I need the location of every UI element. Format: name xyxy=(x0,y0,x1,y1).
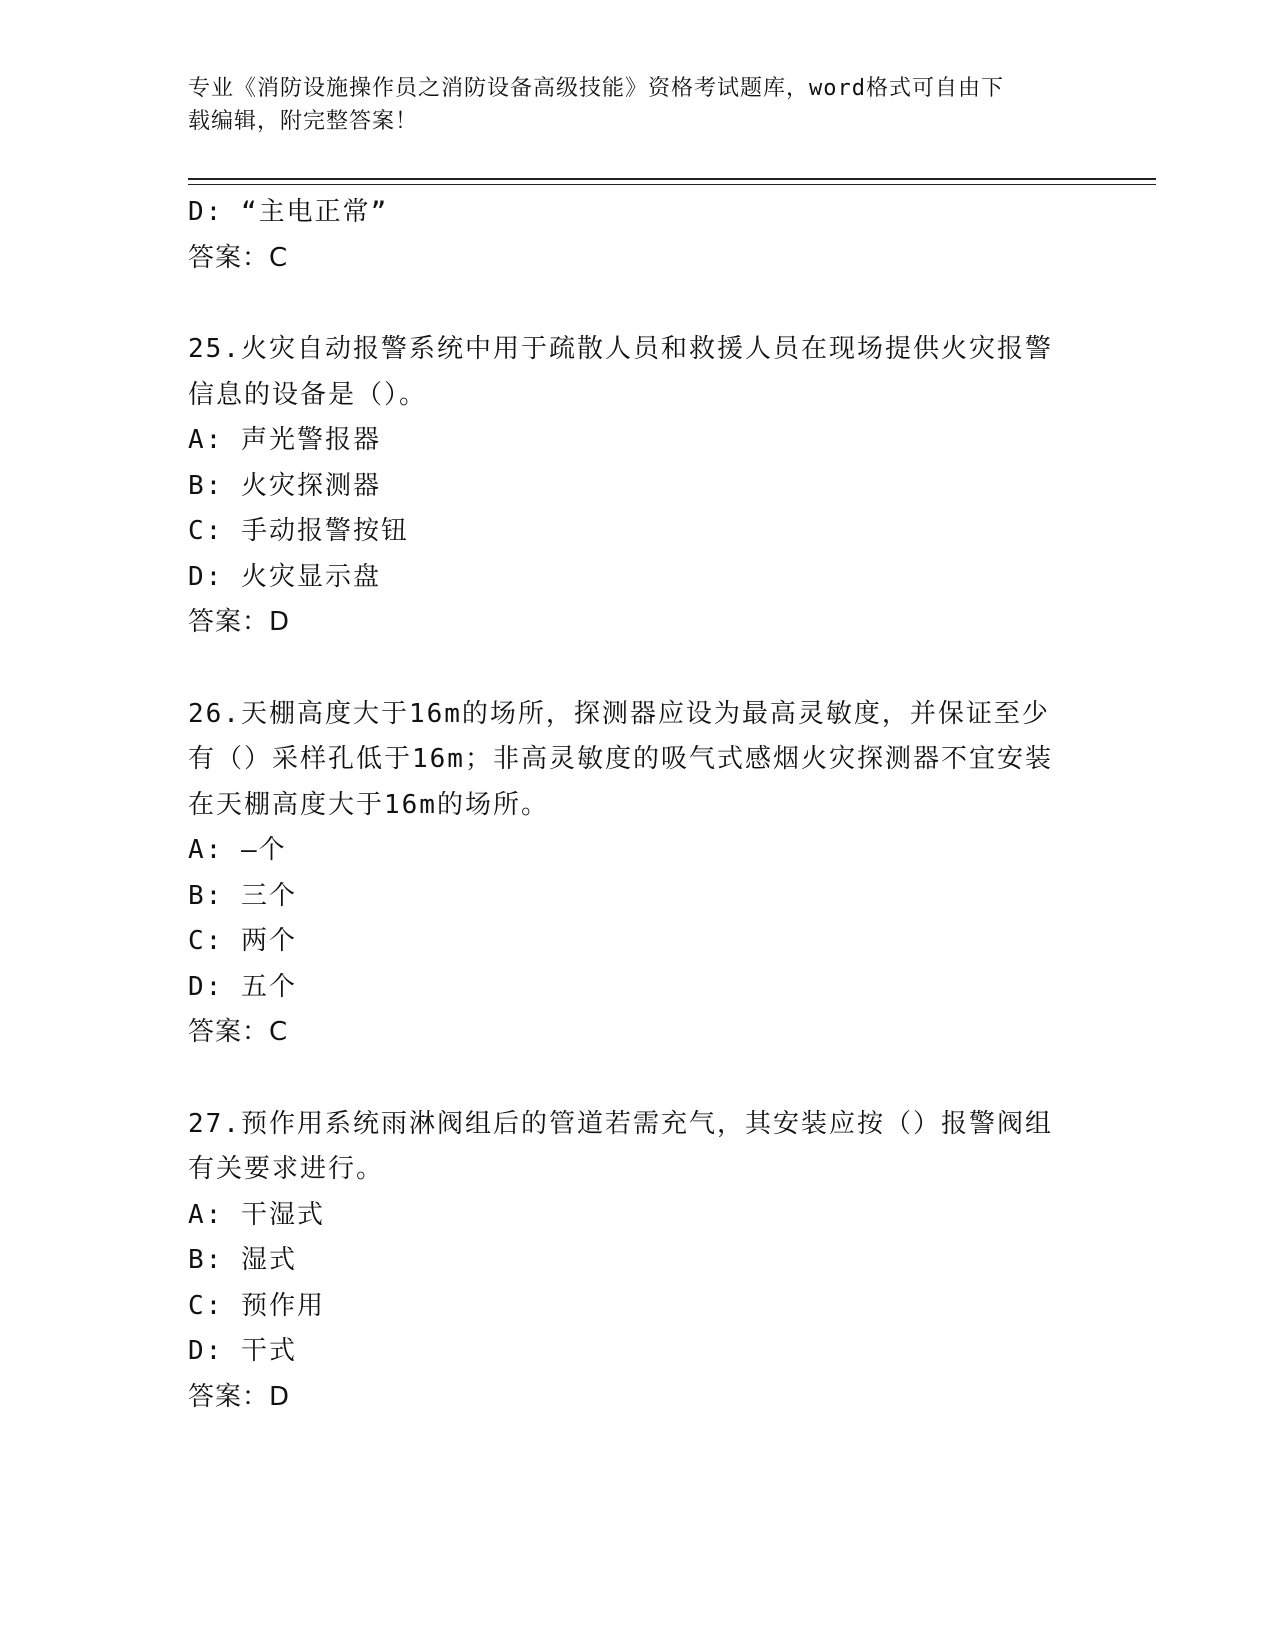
question-27 xyxy=(188,1102,1088,1421)
option-d: D: 火灾显示盘 xyxy=(188,561,381,592)
option-d: D: 干式 xyxy=(188,1336,297,1366)
option-c: C: 手动报警按钮 xyxy=(188,516,409,546)
question-26 xyxy=(188,692,1088,1056)
option-b: B: 火灾探测器 xyxy=(188,470,381,501)
previous-question-tail xyxy=(188,190,1088,281)
answer-line: 答案：C xyxy=(188,1017,289,1047)
option-a: A: —个 xyxy=(188,835,287,865)
document-header xyxy=(188,72,1068,138)
header-line-1: 专业《消防设施操作员之消防设备高级技能》资格考试题库，word格式可自由下 xyxy=(188,76,1004,101)
option-b: B: 湿式 xyxy=(188,1245,297,1275)
option-a: A: 干湿式 xyxy=(188,1199,325,1230)
question-stem-line: 有关要求进行。 xyxy=(188,1154,385,1184)
question-stem-line: 27.预作用系统雨淋阀组后的管道若需充气，其安装应按（）报警阀组 xyxy=(188,1108,1053,1139)
answer-line: 答案：C xyxy=(188,242,289,273)
question-stem-line: 26.天棚高度大于16m的场所，探测器应设为最高灵敏度，并保证至少 xyxy=(188,698,1050,729)
option-c: C: 预作用 xyxy=(188,1290,325,1321)
answer-line: 答案：D xyxy=(188,1381,291,1412)
question-list xyxy=(188,190,1088,1420)
header-line-2: 载编辑，附完整答案！ xyxy=(188,109,419,134)
option-d: D: 五个 xyxy=(188,971,297,1002)
question-stem-line: 25.火灾自动报警系统中用于疏散人员和救援人员在现场提供火灾报警 xyxy=(188,334,1053,364)
option-d: D: “主电正常” xyxy=(188,197,389,227)
option-c: C: 两个 xyxy=(188,926,297,956)
option-b: B: 三个 xyxy=(188,880,297,911)
option-a: A: 声光警报器 xyxy=(188,425,381,455)
question-25 xyxy=(188,327,1088,646)
question-stem-line: 信息的设备是（）。 xyxy=(188,379,428,410)
header-rule-thick xyxy=(188,178,1156,180)
header-rule-thin xyxy=(188,184,1156,185)
question-stem-line: 有（）采样孔低于16m；非高灵敏度的吸气式感烟火灾探测器不宜安装 xyxy=(188,744,1053,774)
answer-line: 答案：D xyxy=(188,607,291,637)
question-stem-line: 在天棚高度大于16m的场所。 xyxy=(188,789,549,820)
